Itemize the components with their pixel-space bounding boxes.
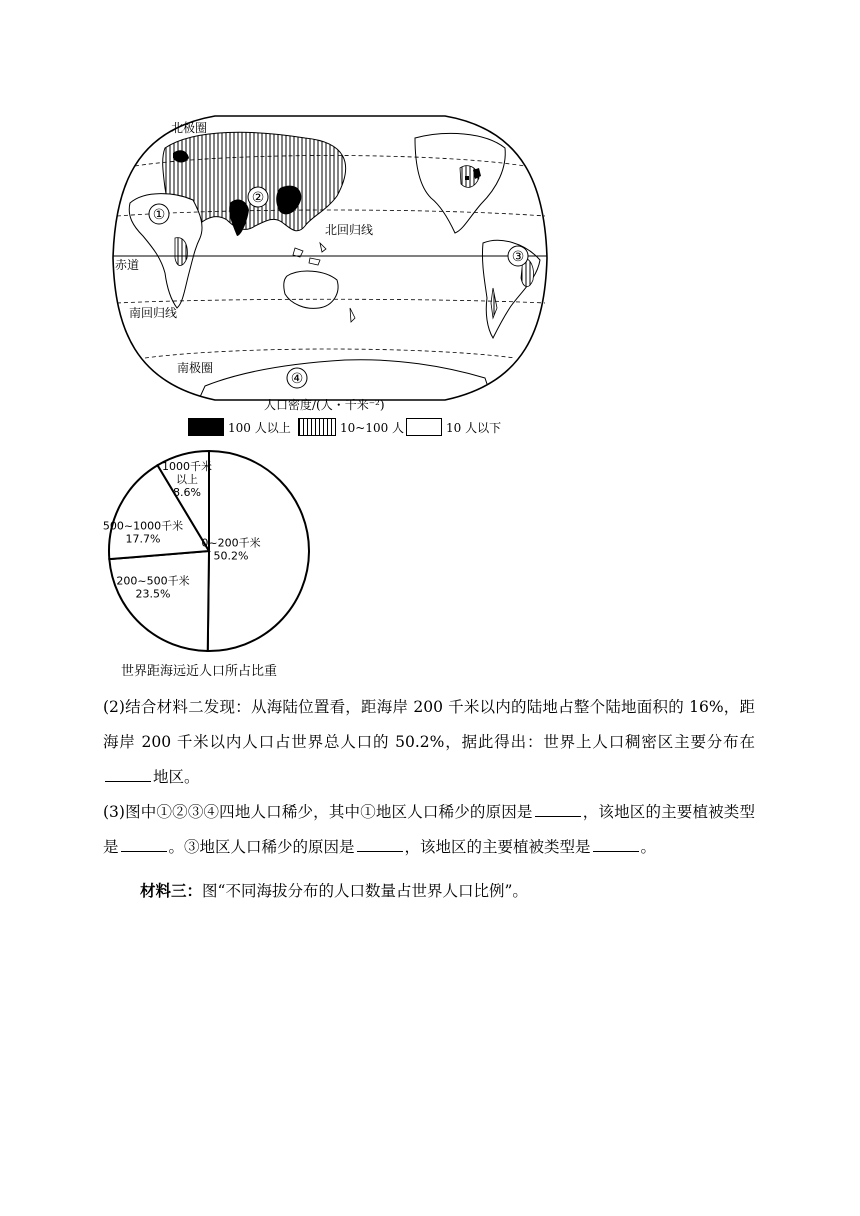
pie-chart-title: 世界距海远近人口所占比重 xyxy=(121,664,278,679)
region-marker-4 xyxy=(287,368,307,388)
question-2-tail: 地区。 xyxy=(153,768,200,786)
question-3-part-3: 。③地区人口稀少的原因是 xyxy=(168,838,355,856)
legend-title: 人口密度/(人・千米⁻²) xyxy=(264,398,385,412)
material-3 xyxy=(140,876,528,906)
equator-label: 赤道 xyxy=(115,258,140,272)
world-population-density-map xyxy=(105,108,555,408)
pie-label-3-display: 17.7% xyxy=(125,532,161,546)
south-polar-label: 南极圈 xyxy=(177,361,214,375)
tropic-capricorn-label: 南回归线 xyxy=(129,306,178,320)
question-3 xyxy=(103,795,755,865)
svg-text:④: ④ xyxy=(290,371,304,387)
question-3-part-1: (3)图中①②③④四地人口稀少，其中①地区人口稀少的原因是 xyxy=(103,803,533,821)
question-3-part-2: ，该地区的主要植被类型是 xyxy=(103,803,755,856)
pie-label-1-label: 0~200千米 xyxy=(201,536,261,550)
answer-blank-2[interactable] xyxy=(535,802,581,817)
svg-text:②: ② xyxy=(251,190,265,206)
legend-label-high: 100 人以上 xyxy=(228,421,291,435)
pie-label-4-display: 8.6% xyxy=(173,486,201,499)
pie-label-4-line2: 以上 xyxy=(176,473,198,486)
question-3-part-4: ，该地区的主要植被类型是 xyxy=(404,838,591,856)
answer-blank-3[interactable] xyxy=(121,837,167,852)
svg-text:①: ① xyxy=(152,207,166,223)
south-polar-circle-line xyxy=(145,349,515,358)
pie-slice-2 xyxy=(109,551,209,651)
region-marker-1 xyxy=(149,204,169,224)
question-3-part-5: 。 xyxy=(640,838,657,856)
svg-text:③: ③ xyxy=(511,249,525,265)
legend-swatch-mid xyxy=(298,418,336,436)
australia-landmass xyxy=(284,271,338,308)
question-2-text: (2)结合材料二发现：从海陆位置看，距海岸 200 千米以内的陆地占整个陆地面积的 16%，距海岸 200 千米以内人口占世界总人口的 50.2%，据此得出：世界上人口稠密区主要分布在 xyxy=(103,698,755,751)
answer-blank-4[interactable] xyxy=(357,837,403,852)
map-legend xyxy=(180,396,510,442)
legend-swatch-high xyxy=(188,418,224,436)
pie-label-2-display: 23.5% xyxy=(135,587,171,601)
north-polar-label: 北极圈 xyxy=(171,121,208,135)
question-2 xyxy=(103,690,755,795)
material-3-label: 材料三： xyxy=(140,881,203,900)
answer-blank-5[interactable] xyxy=(593,837,639,852)
region-marker-3 xyxy=(508,246,528,266)
pie-label-4-line1: 1000千米 xyxy=(162,460,212,473)
tropic-cancer-label: 北回归线 xyxy=(325,223,374,237)
distance-to-sea-pie-chart xyxy=(100,445,320,657)
pie-label-2-label: 200~500千米 xyxy=(116,574,190,588)
north-america-landmass xyxy=(415,133,505,233)
legend-label-low: 10 人以下 xyxy=(446,421,502,435)
answer-blank-1[interactable] xyxy=(105,767,151,782)
dense-south-asia xyxy=(229,199,249,236)
pie-label-1-display: 50.2% xyxy=(213,549,249,563)
material-3-text: 图“不同海拔分布的人口数量占世界人口比例”。 xyxy=(202,882,528,900)
region-marker-2 xyxy=(248,187,268,207)
legend-swatch-low xyxy=(406,418,442,436)
pie-label-3-label: 500~1000千米 xyxy=(102,519,184,533)
legend-label-mid: 10~100 人 xyxy=(340,421,405,435)
